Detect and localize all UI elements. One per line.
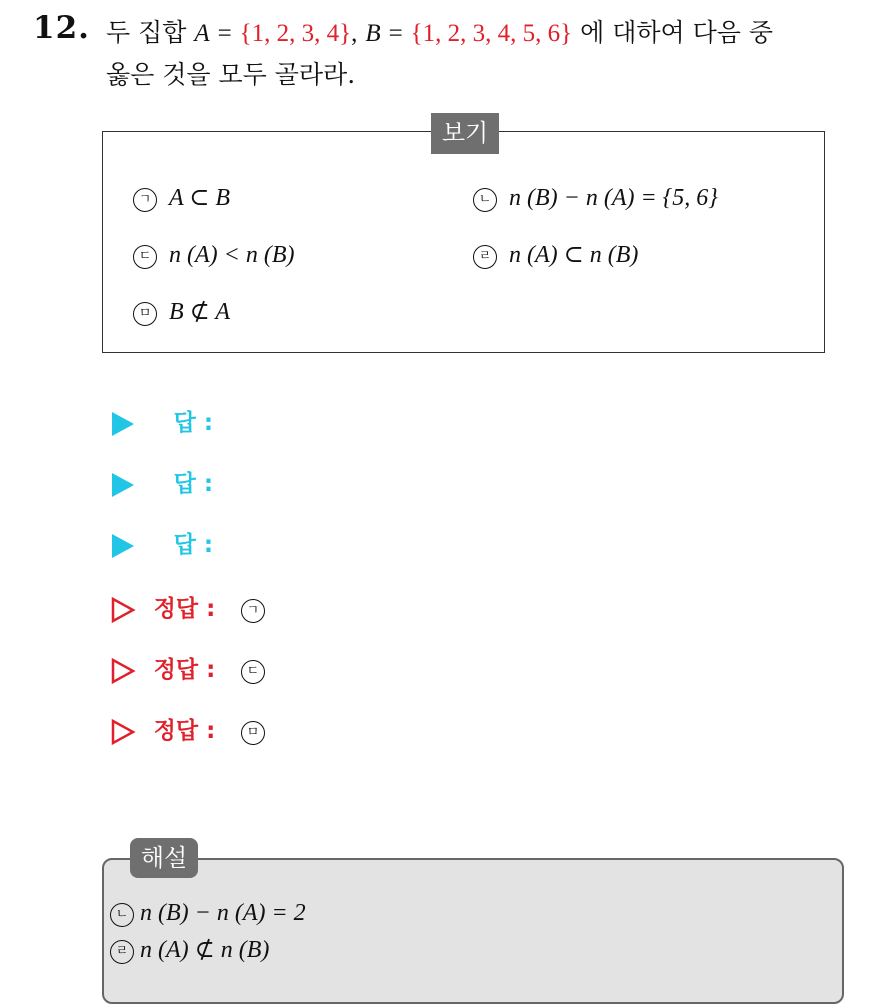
- choice-expr: n (A) ⊂ n (B): [509, 242, 639, 268]
- correct-answer-row: [110, 712, 277, 746]
- question-number: 12.: [33, 10, 90, 46]
- solution-line: [110, 935, 269, 964]
- choice-expr: A ⊂ B: [169, 185, 230, 211]
- correct-answer-row: [110, 651, 277, 685]
- choice-item: [133, 240, 294, 269]
- solution-line: [110, 898, 306, 927]
- set-a-elements: {1, 2, 3, 4}: [239, 20, 352, 47]
- answer-label: 답 :: [173, 410, 214, 436]
- choice-item: [473, 240, 638, 269]
- choice-expr: n (A) < n (B): [169, 242, 295, 268]
- circled-marker: ㄹ: [110, 940, 134, 964]
- solution-expr: n (A) ⊄ n (B): [140, 937, 270, 963]
- choice-item: [133, 297, 230, 326]
- correct-label: 정답 :: [153, 718, 216, 744]
- choice-item: [473, 183, 718, 212]
- play-triangle-icon: [110, 410, 136, 438]
- choice-item: [133, 183, 230, 212]
- set-a-name: A: [194, 20, 210, 47]
- play-triangle-icon: [110, 471, 136, 499]
- bogi-title: 보기: [431, 113, 499, 154]
- outline-triangle-icon: [110, 657, 136, 685]
- circled-marker: ㄱ: [241, 599, 265, 623]
- set-b-name: B: [365, 20, 381, 47]
- circled-marker: ㄴ: [110, 903, 134, 927]
- comma: ,: [351, 20, 358, 47]
- circled-marker: ㄷ: [241, 660, 265, 684]
- correct-answer-row: [110, 590, 277, 624]
- answer-row: [110, 404, 213, 438]
- question-suffix: 에 대하여 다음 중: [580, 18, 774, 47]
- equals-sign-2: =: [388, 20, 403, 47]
- play-triangle-icon: [110, 532, 136, 560]
- correct-label: 정답 :: [153, 596, 216, 622]
- outline-triangle-icon: [110, 718, 136, 746]
- solution-expr: n (B) − n (A) = 2: [140, 900, 306, 926]
- circled-marker: ㅁ: [241, 721, 265, 745]
- choice-expr: B ⊄ A: [169, 299, 230, 325]
- circled-marker: ㄹ: [473, 245, 497, 269]
- circled-marker: ㄴ: [473, 188, 497, 212]
- answer-label: 답 :: [173, 532, 214, 558]
- question-line-1: [106, 13, 773, 49]
- circled-marker: ㄱ: [133, 188, 157, 212]
- solution-box: [102, 858, 844, 1004]
- circled-marker: ㄷ: [133, 245, 157, 269]
- answer-label: 답 :: [173, 471, 214, 497]
- set-b-elements: {1, 2, 3, 4, 5, 6}: [410, 20, 573, 47]
- answer-row: [110, 465, 213, 499]
- choice-expr: n (B) − n (A) = {5, 6}: [509, 185, 718, 211]
- correct-label: 정답 :: [153, 657, 216, 683]
- outline-triangle-icon: [110, 596, 136, 624]
- question-prefix: 두 집합: [106, 18, 187, 47]
- equals-sign: =: [217, 20, 232, 47]
- circled-marker: ㅁ: [133, 302, 157, 326]
- answer-row: [110, 526, 213, 560]
- solution-title: 해설: [130, 838, 198, 878]
- question-line-2: 옳은 것을 모두 골라라.: [106, 60, 356, 89]
